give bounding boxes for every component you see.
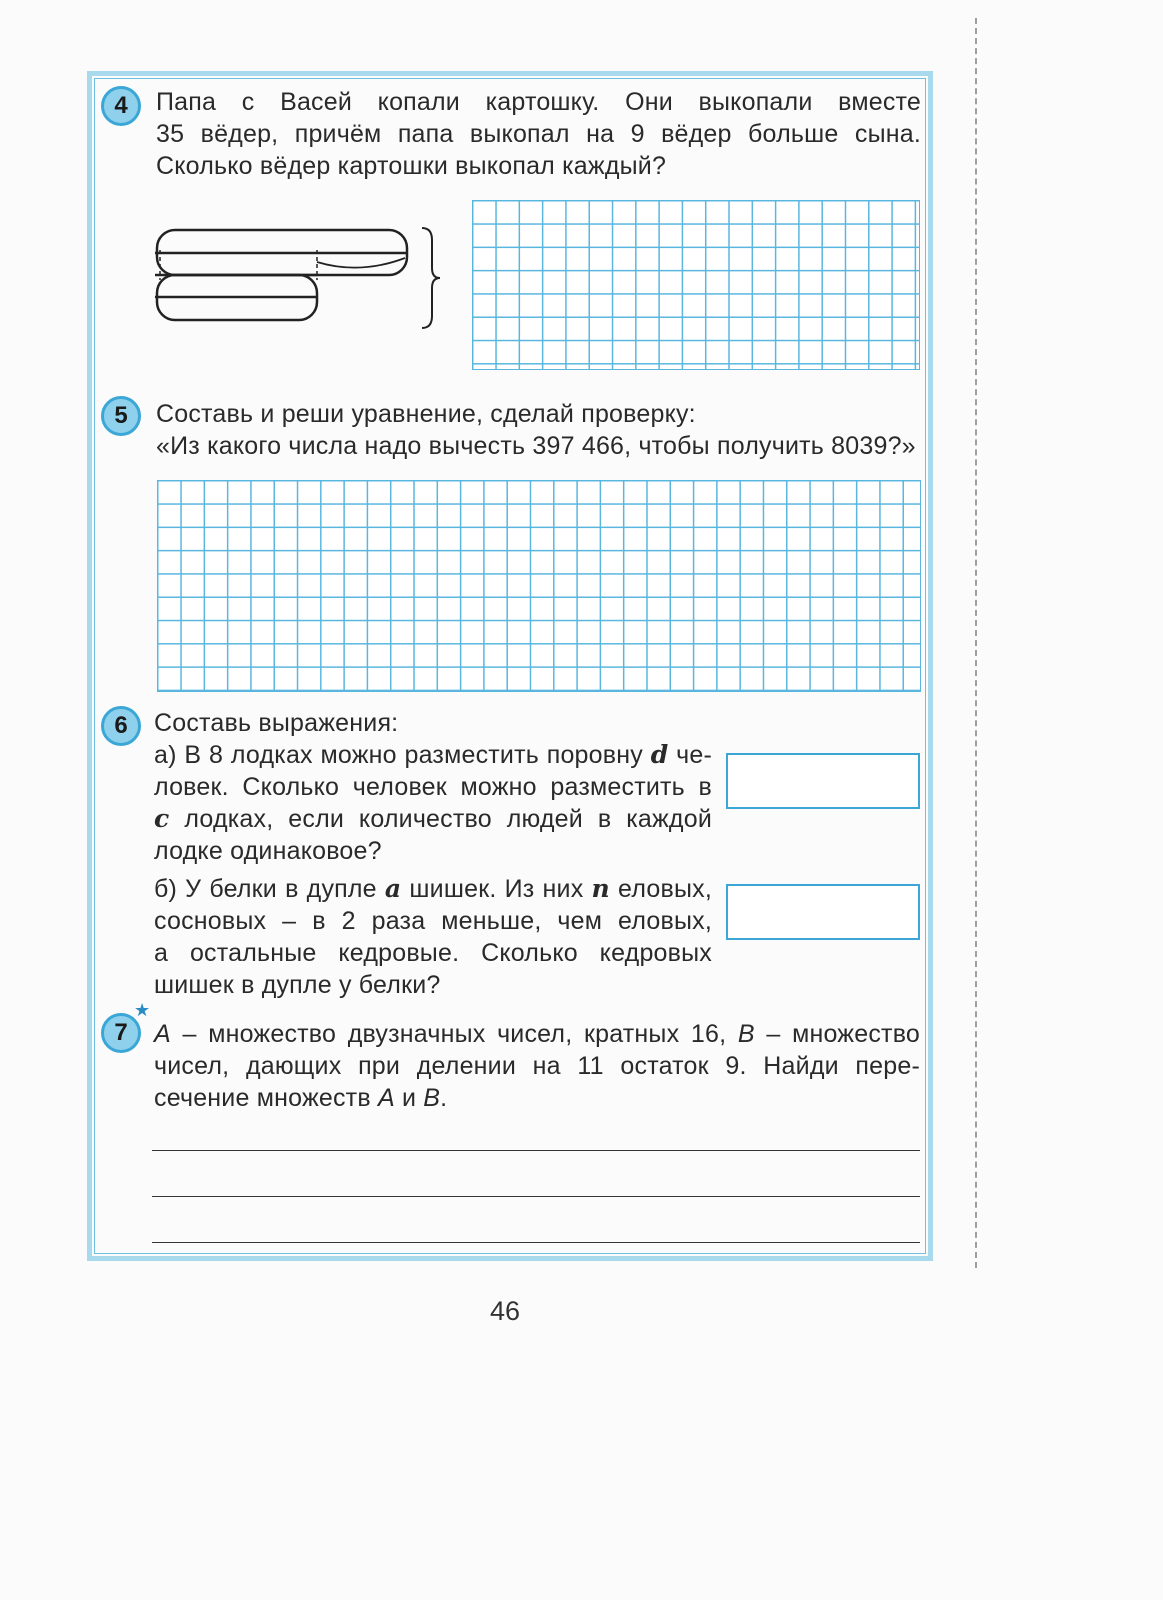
- task-7-answer-line-2[interactable]: [152, 1196, 920, 1197]
- task-7-line-1: A – множество двузначных чисел, кратных 16, B – множество: [154, 1020, 920, 1048]
- set-a-label: A: [154, 1020, 171, 1048]
- task-6a-line-1: а) В 8 лодках можно разместить поровну d че-: [154, 740, 713, 769]
- task-7-text: [154, 1018, 920, 1114]
- diagram-difference-arc: [317, 258, 405, 268]
- task-6a-line-3: c лодках, если количество людей в каждой: [154, 804, 712, 833]
- var-n: n: [591, 874, 610, 903]
- task-6a-line-4: лодке одинаковое?: [154, 837, 382, 865]
- task-6a-line-2: ловек. Сколько человек можно разместить в: [154, 773, 712, 801]
- task-4-line-1: Папа с Васей копали картошку. Они выкопали вместе: [156, 88, 921, 116]
- task-4-answer-grid[interactable]: [472, 200, 920, 370]
- task-5-badge: [101, 396, 141, 436]
- diagram-total-brace: [422, 228, 440, 328]
- task-5-line-1: Составь и реши уравнение, сделай проверку:: [156, 400, 696, 428]
- task-7-badge: [101, 1013, 141, 1053]
- task-6b-line-3: а остальные кедровые. Сколько кедровых: [154, 939, 712, 967]
- task-6b-line-2: сосновых – в 2 раза меньше, чем еловых,: [154, 907, 712, 935]
- task-6-number: 6: [114, 712, 128, 739]
- task-6-title: Составь выражения:: [154, 709, 399, 737]
- page-torn-edge: [975, 18, 999, 1268]
- task-5-number: 5: [114, 402, 128, 429]
- task-4-badge: [101, 86, 141, 126]
- task-4-line-3: Сколько вёдер картошки выкопал каждый?: [156, 152, 667, 180]
- task-6b-line-4: шишек в дупле у белки?: [154, 971, 441, 999]
- var-a: a: [384, 874, 402, 903]
- task-7-line-2: чисел, дающих при делении на 11 остаток 9. Найди пере-: [154, 1052, 920, 1080]
- task-5-line-2: «Из какого числа надо вычесть 397 466, чтобы получить 8039?»: [156, 432, 916, 460]
- task-7-number: 7: [114, 1019, 128, 1046]
- task-6-badge: [101, 706, 141, 746]
- task-7-line-3: сечение множеств A и B.: [154, 1084, 448, 1112]
- task-6a-answer-box[interactable]: [726, 753, 920, 809]
- task-4-line-2: 35 вёдер, причём папа выкопал на 9 вёдер больше сына.: [156, 120, 921, 148]
- task-6b-line-1: б) У белки в дупле a шишек. Из них n еловых,: [154, 874, 712, 903]
- var-c: c: [154, 804, 170, 833]
- task-4-number: 4: [114, 92, 128, 119]
- task-4-text: [156, 86, 921, 182]
- var-d: d: [650, 740, 669, 769]
- page-number: 46: [490, 1296, 521, 1326]
- task-4-diagram: [150, 220, 440, 330]
- task-5-answer-grid[interactable]: [157, 480, 921, 692]
- task-6b-answer-box[interactable]: [726, 884, 920, 940]
- task-5-text: [156, 398, 916, 462]
- difficulty-star-icon: ★: [134, 1000, 151, 1020]
- task-6a: [154, 739, 712, 867]
- task-6-text: [154, 707, 712, 1001]
- set-b-label: B: [737, 1020, 755, 1048]
- task-7-answer-line-3[interactable]: [152, 1242, 920, 1243]
- task-6b: [154, 873, 712, 1001]
- task-7-answer-line-1[interactable]: [152, 1150, 920, 1151]
